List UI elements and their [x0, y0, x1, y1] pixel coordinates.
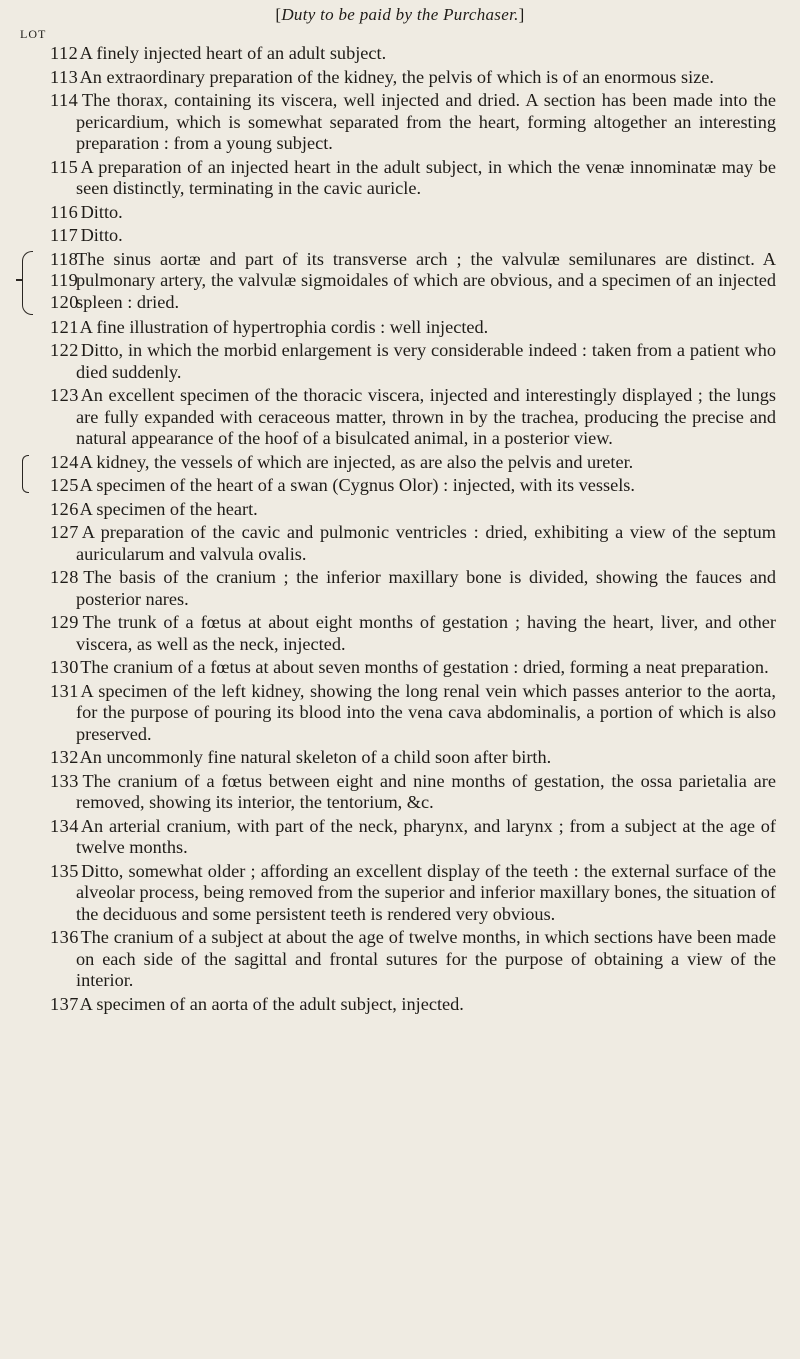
lot-entry [0, 43, 800, 65]
lot-number: 136 [50, 927, 79, 947]
lot-entry [0, 225, 800, 247]
lot-list [0, 43, 800, 1017]
lot-description: The basis of the cranium ; the inferior maxillary bone is divided, showing the fauces and posterior nares. [76, 567, 776, 609]
lot-entry [0, 157, 800, 200]
lot-description: Ditto, somewhat older ; affording an excellent display of the teeth : the external surface of the alveolar process, being removed from the superior and inferior maxillary bones, the situation of the deciduous and some persistent teeth is rendered very obvious. [76, 860, 776, 924]
lot-entry [0, 90, 800, 155]
lot-entry [0, 385, 800, 450]
lot-entry [0, 771, 800, 814]
lot-description: The sinus aortæ and part of its transverse arch ; the valvulæ semilunares are distinct. A pulmonary artery, the valvulæ sigmoidales of which are obvious, and a specimen of an injected spleen : dried. [76, 248, 776, 312]
lot-number: 123 [50, 385, 79, 405]
lot-number: 129 [50, 612, 79, 632]
lot-number: 130 [50, 657, 79, 677]
lot-number: 122 [50, 340, 79, 360]
lot-description: An extraordinary preparation of the kidney, the pelvis of which is of an enormous size. [79, 66, 714, 87]
grouped-lots-118-120 [0, 249, 800, 315]
header-text: Duty to be paid by the Purchaser. [281, 5, 519, 24]
lot-number: 137 [50, 993, 79, 1014]
lot-number: 117 [50, 225, 79, 245]
lot-entry [0, 317, 800, 339]
header-open-bracket: [ [275, 5, 282, 24]
lot-number: 121 [50, 316, 79, 337]
lot-entry [0, 340, 800, 383]
lot-entry [0, 861, 800, 926]
page-header [0, 5, 800, 25]
lot-number: 134 [50, 815, 79, 836]
lot-number: 114 [50, 90, 79, 110]
lot-number: 124 [50, 451, 79, 472]
lot-number: 115 [50, 156, 79, 177]
lot-number: 127 [50, 522, 79, 542]
lot-number: 125 [50, 475, 79, 495]
lot-description: The cranium of a fœtus at about seven months of gestation : dried, forming a neat preparation. [80, 657, 769, 677]
lot-number: 113 [50, 66, 79, 87]
lot-description: A specimen of an aorta of the adult subject, injected. [79, 993, 464, 1014]
lot-description: Ditto. [80, 225, 123, 245]
lot-number: 126 [50, 498, 79, 519]
lot-description: A kidney, the vessels of which are injected, as are also the pelvis and ureter. [79, 451, 634, 472]
lot-entry [0, 681, 800, 746]
grouped-lots-124-125 [0, 452, 800, 497]
lot-entry [0, 816, 800, 859]
lot-entry [0, 202, 800, 224]
lot-number: 132 [50, 747, 79, 767]
lot-column-label: LOT [20, 27, 47, 41]
lot-description: Ditto. [80, 201, 123, 222]
lot-entry [0, 747, 800, 769]
lot-entry [0, 927, 800, 992]
lot-description: The cranium of a fœtus between eight and nine months of gestation, the ossa parietalia are removed, showing its interior, the tentorium, &c. [76, 770, 776, 812]
lot-description: An arterial cranium, with part of the neck, pharynx, and larynx ; from a subject at the age of twelve months. [76, 815, 777, 857]
lot-description: Ditto, in which the morbid enlargement is very considerable indeed : taken from a patient who died suddenly. [76, 340, 776, 382]
lot-description: An uncommonly fine natural skeleton of a child soon after birth. [79, 747, 552, 767]
lot-entry [0, 475, 800, 497]
lot-entry [0, 567, 800, 610]
lot-description: A specimen of the heart. [79, 498, 258, 519]
lot-number: 128 [50, 567, 79, 587]
lot-description: The thorax, containing its viscera, well injected and dried. A section has been made into the pericardium, which is somewhat separated from the heart, forming altogether an interesting preparation : from a young subject. [76, 90, 776, 153]
lot-number: 116 [50, 201, 79, 222]
lot-entry [0, 994, 800, 1016]
lot-entry [0, 452, 800, 474]
lot-entry [0, 612, 800, 655]
lot-description: A specimen of the left kidney, showing the long renal vein which passes anterior to the aorta, for the purpose of pouring its blood into the vena cava abdominalis, a portion of which is also preserved. [76, 680, 776, 744]
lot-description: A preparation of the cavic and pulmonic ventricles : dried, exhibiting a view of the septum auricularum and valvula ovalis. [76, 522, 776, 564]
lot-number: 112 [50, 43, 79, 63]
lot-number: 135 [50, 860, 79, 881]
lot-entry [0, 657, 800, 679]
lot-description: The cranium of a subject at about the age of twelve months, in which sections have been made on each side of the sagittal and frontal sutures for the purpose of obtaining a view of the interior. [76, 927, 776, 990]
lot-description: A finely injected heart of an adult subject. [79, 43, 387, 63]
lot-description: A specimen of the heart of a swan (Cygnus Olor) : injected, with its vessels. [79, 475, 635, 495]
lot-description: An excellent specimen of the thoracic viscera, injected and interestingly displayed ; the lungs are fully expanded with ceraceous matter, thrown in by the trachea, producing the precise and natural appearance of the hoof of a bisulcated animal, in a posterior view. [76, 385, 776, 448]
lot-description: The trunk of a fœtus at about eight months of gestation ; having the heart, liver, and other viscera, as well as the neck, injected. [76, 612, 776, 654]
lot-number: 118 [50, 248, 79, 269]
lot-number: 119 [50, 270, 79, 290]
lot-number: 131 [50, 680, 79, 701]
lot-entry [0, 522, 800, 565]
lot-entry [0, 67, 800, 89]
lot-description: A preparation of an injected heart in the adult subject, in which the venæ innominatæ may be seen distinctly, terminating in the cavic auricle. [76, 156, 776, 198]
lot-number: 133 [50, 770, 79, 791]
header-close-bracket: ] [518, 5, 525, 24]
lot-number: 120 [50, 291, 79, 312]
lot-entry [0, 499, 800, 521]
lot-description: A fine illustration of hypertrophia cordis : well injected. [79, 316, 489, 337]
